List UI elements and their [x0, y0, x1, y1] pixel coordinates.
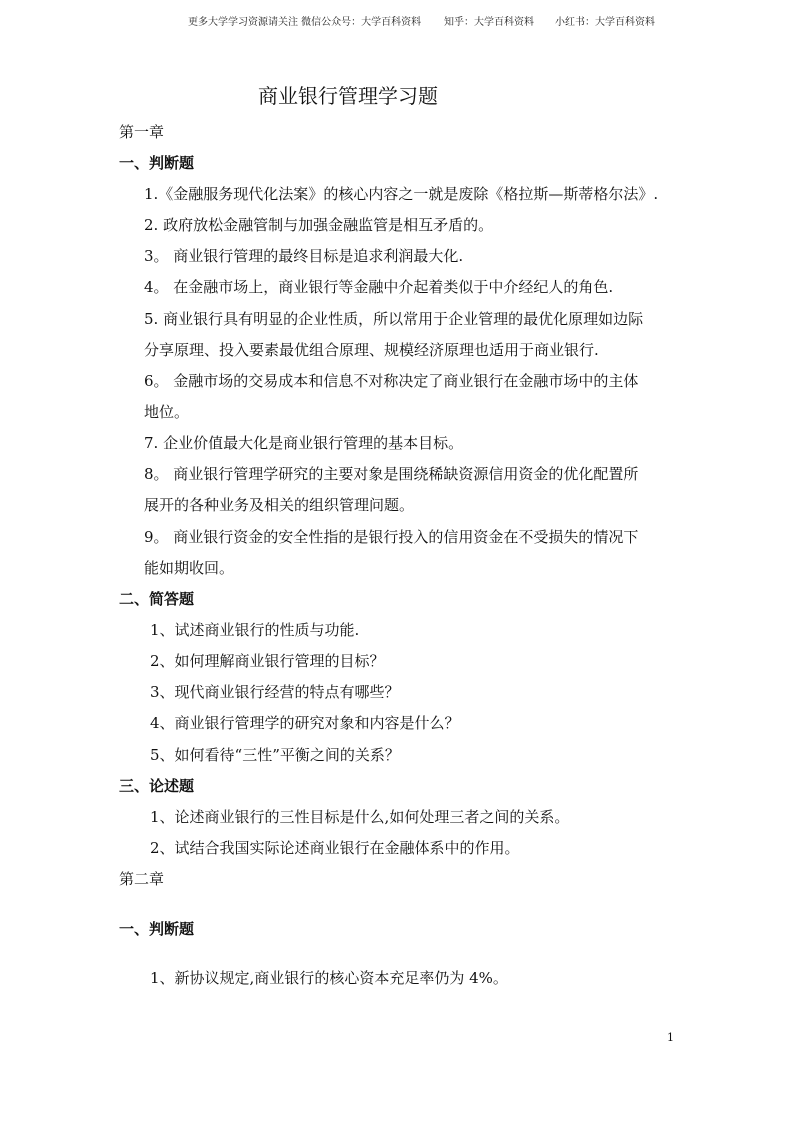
header-zhihu: 知乎：大学百科资料	[444, 17, 534, 28]
question-item-continuation: 展开的各种业务及相关的组织管理问题。	[144, 496, 415, 514]
question-item: 8。 商业银行管理学研究的主要对象是围绕稀缺资源信用资金的优化配置所	[144, 465, 639, 483]
question-item: 4。 在金融市场上，商业银行等金融中介起着类似于中介经纪人的角色.	[144, 278, 614, 296]
question-item-continuation: 能如期收回。	[144, 559, 235, 577]
ch1-section-true-false-heading: 一、判断题	[119, 154, 195, 172]
header-promo: 更多大学学习资源请关注 微信公众号：大学百科资料	[188, 17, 422, 28]
question-item: 1、论述商业银行的三性目标是什么,如何处理三者之间的关系。	[150, 808, 570, 826]
question-item: 7. 企业价值最大化是商业银行管理的基本目标。	[144, 434, 464, 452]
question-item: 5、如何看待“三性”平衡之间的关系？	[150, 746, 400, 764]
question-item: 3、现代商业银行经营的特点有哪些？	[150, 683, 400, 701]
chapter-2-label: 第二章	[119, 870, 165, 888]
question-item: 2、试结合我国实际论述商业银行在金融体系中的作用。	[150, 839, 520, 857]
question-item: 1、试述商业银行的性质与功能.	[150, 621, 360, 639]
header-xiaohongshu: 小红书：大学百科资料	[555, 17, 655, 28]
chapter-1-label: 第一章	[119, 123, 165, 141]
question-item: 6。 金融市场的交易成本和信息不对称决定了商业银行在金融市场中的主体	[144, 372, 639, 390]
question-item-continuation: 地位。	[144, 403, 190, 421]
question-item: 3。 商业银行管理的最终目标是追求利润最大化.	[144, 247, 464, 265]
question-item: 4、商业银行管理学的研究对象和内容是什么？	[150, 714, 460, 732]
question-item: 1.《金融服务现代化法案》的核心内容之一就是废除《格拉斯—斯蒂格尔法》.	[144, 185, 659, 203]
ch1-section-essay-heading: 三、论述题	[119, 777, 195, 795]
question-item: 2、如何理解商业银行管理的目标？	[150, 652, 385, 670]
question-item-continuation: 分享原理、投入要素最优组合原理、规模经济原理也适用于商业银行.	[144, 341, 599, 359]
document-title: 商业银行管理学习题	[258, 84, 438, 108]
question-item: 9。 商业银行资金的安全性指的是银行投入的信用资金在不受损失的情况下	[144, 528, 639, 546]
question-item: 2. 政府放松金融管制与加强金融监管是相互矛盾的。	[144, 216, 494, 234]
ch2-section-true-false-heading: 一、判断题	[119, 920, 195, 938]
question-item: 1、新协议规定,商业银行的核心资本充足率仍为 4%。	[150, 969, 508, 987]
page-number: 1	[667, 1031, 674, 1044]
question-item: 5. 商业银行具有明显的企业性质，所以常用于企业管理的最优化原理如边际	[144, 310, 644, 328]
ch1-section-short-answer-heading: 二、简答题	[119, 590, 195, 608]
